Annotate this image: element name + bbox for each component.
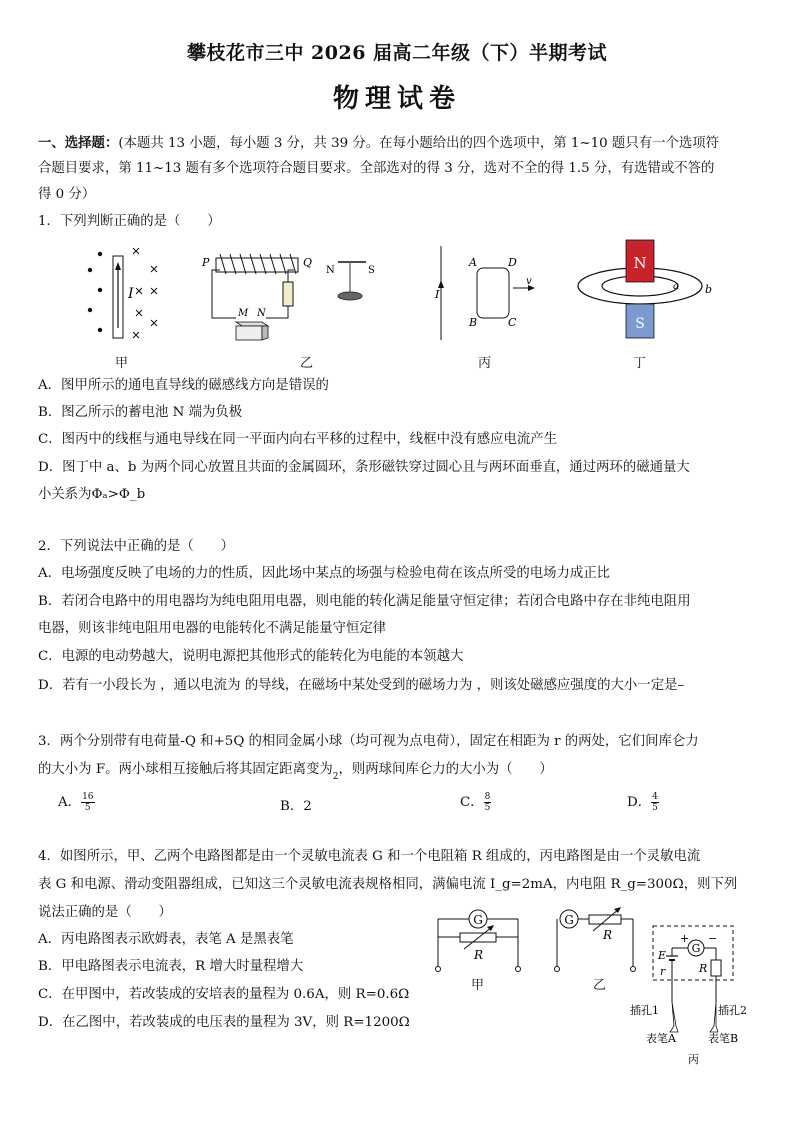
label-hole-2: 插孔2 xyxy=(718,1004,747,1017)
q1-fig-label-jia: 甲 xyxy=(115,356,129,371)
exam-subtitle: 物理试卷 xyxy=(332,84,461,114)
q4-option-d: D．在乙图中，若改装成的电压表的量程为 3V，则 R=1200Ω xyxy=(38,1015,410,1030)
label-A: A xyxy=(469,256,477,269)
label-I2: I xyxy=(435,288,440,301)
q1-fig-label-bing: 丙 xyxy=(478,356,492,371)
q4-line-2: 表 G 和电源、滑动变阻器组成，已知这三个灵敏电流表规格相同，满偏电流 I_g=2mA，内电阻 R_g=300Ω，则下列 xyxy=(38,877,738,892)
q3-option-a xyxy=(58,791,95,813)
label-D: D xyxy=(508,256,517,269)
q4-option-c: C．在甲图中，若改装成的安培表的量程为 0.6A，则 R=0.6Ω xyxy=(38,987,410,1002)
q1-option-c: C．图丙中的线框与通电导线在同一平面内向右平移的过程中，线框中没有感应电流产生 xyxy=(38,432,558,447)
label-R-jia: R xyxy=(474,948,484,962)
q3-line-2 xyxy=(38,761,553,782)
q4-line-1: 4．如图所示，甲、乙两个电路图都是由一个灵敏电流表 G 和一个电阻箱 R 组成的，丙电路图是由一个灵敏电流 xyxy=(38,849,701,864)
label-magnet-S: S xyxy=(635,316,645,332)
label-R-bing: R xyxy=(699,962,708,975)
q4-option-a: A．丙电路图表示欧姆表，表笔 A 是黑表笔 xyxy=(38,932,294,947)
label-magnet-N: N xyxy=(633,254,647,272)
q1-option-b: B．图乙所示的蓄电池 N 端为负极 xyxy=(38,405,243,420)
label-C: C xyxy=(508,316,517,329)
q2-option-b-line-1: B．若闭合电路中的用电器均为纯电阻用电器，则电能的转化满足能量守恒定律；若闭合电路中存在非纯电阻用 xyxy=(38,594,691,609)
q2-option-b-line-2: 电器，则该非纯电阻用电器的电能转化不满足能量守恒定律 xyxy=(38,621,387,636)
section-intro-line-3: 得 0 分） xyxy=(38,187,96,202)
section-intro-line-2: 合题目要求，第 11~13 题有多个选项符合题目要求。全部选对的得 3 分，选对不全的得 1.5 分，有选错或不答的 xyxy=(38,161,715,176)
label-b: b xyxy=(705,283,713,296)
q2-option-d: D．若有一小段长为 ，通以电流为 的导线，在磁场中某处受到的磁场力为 ，则该处磁感应强度的大小一定是– xyxy=(38,678,685,693)
q1-option-a: A．图甲所示的通电直导线的磁感线方向是错误的 xyxy=(38,378,329,393)
label-compass-N: N xyxy=(326,265,335,276)
label-P: P xyxy=(202,256,210,269)
label-I: I xyxy=(128,286,134,302)
section-intro-line-1 xyxy=(38,134,719,153)
q1-stem: 1．下列判断正确的是（ ） xyxy=(38,214,221,229)
label-R-yi: R xyxy=(603,928,613,942)
q2-stem: 2．下列说法中正确的是（ ） xyxy=(38,539,234,554)
q3-line-1: 3．两个分别带有电荷量-Q 和+5Q 的相同金属小球（均可视为点电荷），固定在相距为 r 的两处，它们间库仑力 xyxy=(38,734,699,749)
q4-circuit-label-yi: 乙 xyxy=(593,978,607,993)
q3-half-den: 2 xyxy=(332,772,339,782)
section-intro-text: (本题共 13 小题，每小题 3 分，共 39 分。在每小题给出的四个选项中，第 1~10 题只有一个选项符 xyxy=(118,136,720,151)
q3-option-d-den: 5 xyxy=(652,803,658,813)
label-minus: − xyxy=(708,932,718,945)
q3-option-c-label: C． xyxy=(460,795,484,810)
q3-option-b: B．2 xyxy=(280,799,312,814)
label-plus: + xyxy=(680,932,690,945)
q3-line-2a: 的大小为 F。两小球相互接触后将其固定距离变为 xyxy=(38,762,333,777)
q4-option-b: B．甲电路图表示电流表，R 增大时量程增大 xyxy=(38,959,304,974)
label-bing: 丙 xyxy=(688,1053,699,1066)
q2-option-c: C．电源的电动势越大，说明电源把其他形式的能转化为电能的本领越大 xyxy=(38,649,464,664)
q4-circuit-label-jia: 甲 xyxy=(471,978,485,993)
label-N: N xyxy=(257,308,266,319)
q4-circuit-bing xyxy=(628,922,748,1072)
label-G-bing: G xyxy=(691,942,701,955)
label-G-yi: G xyxy=(564,913,574,927)
q3-option-d-label: D． xyxy=(627,795,652,810)
q1-fig-label-yi: 乙 xyxy=(300,356,314,371)
q1-option-d-line-1: D．图丁中 a、b 为两个同心放置且共面的金属圆环，条形磁铁穿过圆心且与两环面垂直，通过两环的磁通量大 xyxy=(38,460,690,475)
q3-option-c-num: 8 xyxy=(484,792,491,802)
q3-line-2b: ，则两球间库仑力的大小为（ ） xyxy=(338,762,553,777)
label-G-jia: G xyxy=(473,913,483,927)
q3-option-d-num: 4 xyxy=(652,792,658,802)
label-r: r xyxy=(660,965,666,978)
label-compass-S: S xyxy=(368,265,375,276)
q3-option-a-den: 5 xyxy=(84,803,91,813)
q2-option-a: A．电场强度反映了电场的力的性质，因此场中某点的场强与检验电荷在该点所受的电场力成正比 xyxy=(38,566,611,581)
q3-option-d xyxy=(627,791,659,813)
label-M: M xyxy=(238,308,249,319)
q3-option-d-fraction xyxy=(651,792,659,813)
q1-fig-label-ding: 丁 xyxy=(633,356,647,371)
q1-option-d-line-2: 小关系为Φₐ>Φ_b xyxy=(38,487,146,502)
label-hole-1: 插孔1 xyxy=(630,1004,659,1017)
q1-figure-ding xyxy=(565,236,725,346)
q3-option-c-den: 5 xyxy=(484,803,491,813)
q3-option-a-num: 16 xyxy=(82,792,94,802)
q3-option-c-fraction xyxy=(484,792,492,813)
label-pen-B: 表笔B xyxy=(708,1032,739,1045)
exam-title: 攀枝花市三中 2026 届高二年级（下）半期考试 xyxy=(186,42,608,64)
label-Q: Q xyxy=(303,256,313,269)
label-a: a xyxy=(673,281,679,292)
q1-figure-jia xyxy=(70,240,170,345)
q3-option-c xyxy=(460,791,491,813)
q3-option-a-fraction xyxy=(81,792,94,813)
label-pen-A: 表笔A xyxy=(646,1032,676,1045)
q3-option-a-label: A． xyxy=(58,795,82,810)
q1-figure-bing xyxy=(425,240,545,345)
label-v: v xyxy=(526,276,532,287)
label-E: E xyxy=(658,949,667,962)
label-B: B xyxy=(469,316,478,329)
q1-figure-yi xyxy=(200,240,390,345)
q4-line-3: 说法正确的是（ ） xyxy=(38,905,172,920)
section-label: 一、选择题： xyxy=(38,135,119,151)
